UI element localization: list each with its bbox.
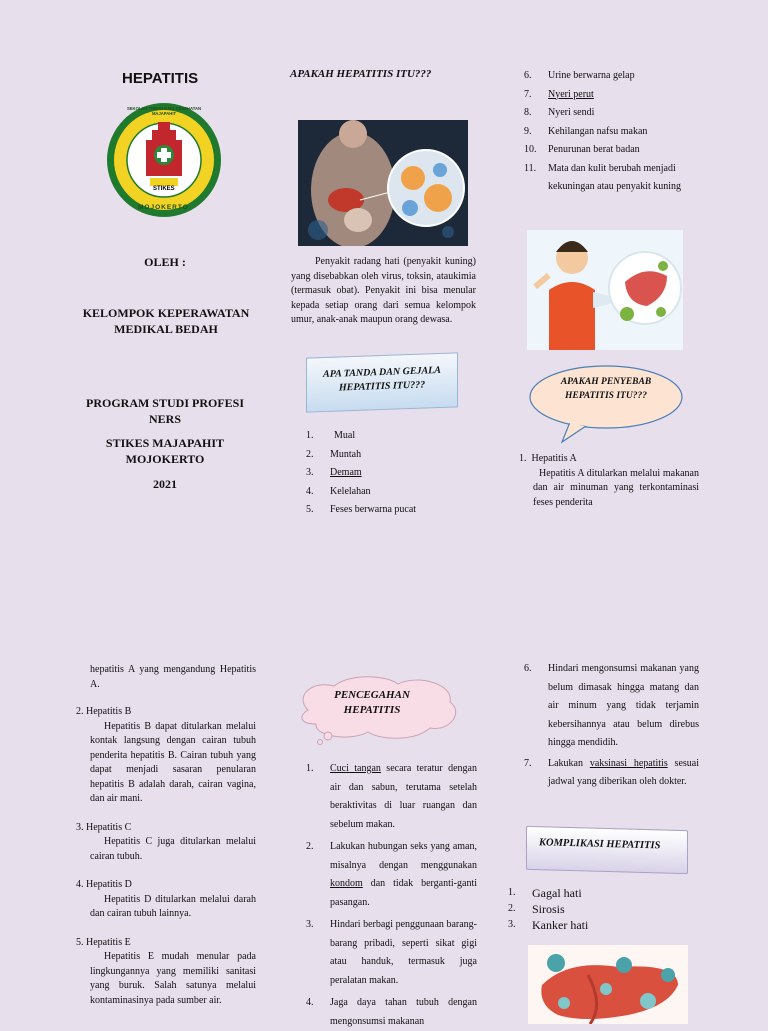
prevention-list-continued [524, 660, 699, 792]
cause-text: Hepatitis A ditularkan melalui makanan dan air minuman yang terkontaminasi feses penderita [533, 467, 699, 508]
list-item: 4. Kelelahan [306, 485, 371, 497]
cause-item: 3. Hepatitis C Hepatitis C juga ditularkan melalui cairan tubuh. [76, 821, 256, 862]
prevention-banner-text: PENCEGAHAN HEPATITIS [334, 689, 410, 716]
list-item: 4. Jaga daya tahan tubuh dengan mengonsumsi makanan [306, 997, 477, 1027]
list-item: 1. Cuci tangan secara teratur dengan air dan sabun, terutama setelah beraktivitas di luar ruangan dan sebelum makan. [306, 763, 477, 830]
cause-item: 2. Hepatitis B Hepatitis B dapat ditularkan melalui kontak langsung dengan cairan tubuh penderita hepatitis B. Cairan tubuh yang dapat menjadi sasaran penularan hepatitis B adalah darah, cairan vagina, dan air mani. [76, 706, 256, 804]
complications-banner-text: KOMPLIKASI HEPATITIS [539, 837, 661, 852]
cause-callout [528, 364, 684, 444]
complications-banner [526, 826, 688, 874]
list-item: 3. Kanker hati [508, 918, 589, 932]
list-item: 5. Feses berwarna pucat [306, 504, 417, 515]
list-item: 11. Mata dan kulit berubah menjadi kekuningan atau penyakit kuning [524, 162, 682, 192]
program-name: PROGRAM STUDI PROFESI NERS [85, 396, 244, 426]
logo-bottom-text: MOJOKERTO [138, 204, 189, 211]
stikes-logo [106, 100, 222, 220]
list-item: 10. Penurunan berat badan [524, 144, 640, 155]
symptoms-list [306, 427, 456, 520]
definition-heading: APAKAH HEPATITIS ITU??? [290, 68, 432, 80]
list-item: 7. Lakukan vaksinasi hepatitis sesuai jadwal yang diberikan oleh dokter. [524, 757, 699, 787]
list-item: 6. Hindari mengonsumsi makanan yang belum dimasak hingga matang dan air minum yang tidak terjamin kebersihannya atau belum direbus hingga mendidih. [524, 663, 699, 748]
oleh-label: OLEH : [144, 255, 186, 269]
definition-text: Penyakit radang hati (penyakit kuning) yang disebabkan oleh virus, toksin, ataukimia (termasuk obat). Penyakit ini bisa menular kepada setiap orang dari semua kelompok umur, anak-anak maupun orang dewasa. [291, 256, 476, 325]
year: 2021 [153, 477, 177, 491]
list-item: 1. Mual [306, 430, 356, 441]
body-liver-illustration [298, 120, 468, 246]
prevention-list [306, 760, 477, 1031]
cause-item: 5. Hepatitis E Hepatitis E mudah menular pada lingkungannya yang memiliki sanitasi yang buruk. Salah satunya melalui kontaminasinya pada sumber air. [76, 936, 256, 1006]
list-item: 9. Kehilangan nafsu makan [524, 125, 648, 137]
cause-item: 4. Hepatitis D Hepatitis D ditularkan melalui darah dan cairan tubuh lainnya. [76, 879, 256, 919]
list-item: 8. Nyeri sendi [524, 107, 595, 118]
symptoms-list-continued [524, 67, 704, 197]
complications-list [508, 885, 688, 933]
group-name: KELOMPOK KEPERAWATAN MEDIKAL BEDAH [82, 306, 250, 336]
logo-ring-text: SEKOLAH TINGGI ILMU KESEHATAN MAJAPAHIT [126, 106, 202, 116]
list-item: 2. Lakukan hubungan seks yang aman, misalnya dengan menggunakan kondom dan tidak berganti-ganti pasangan. [306, 841, 477, 908]
list-item: 2. Muntah [306, 448, 362, 460]
cause-hepatitis-a [519, 452, 699, 510]
symptoms-banner [306, 352, 458, 412]
cause-callout-text: APAKAH PENYEBAB HEPATITIS ITU??? [560, 377, 652, 401]
hepatitis-a-continued: hepatitis A yang mengandung Hepatitis A. [90, 664, 256, 690]
list-item: 1. Gagal hati [508, 886, 582, 900]
symptoms-banner-text: APA TANDA DAN GEJALA HEPATITIS ITU??? [323, 364, 441, 394]
cause-title: 1. Hepatitis A [519, 453, 577, 464]
person-liver-illustration [527, 230, 683, 350]
list-item: 3. Demam [306, 467, 362, 478]
prevention-banner [294, 676, 462, 746]
list-item: 3. Hindari berbagi penggunaan barang-barang pribadi, seperti sikat gigi atau handuk, termasuk juga peralatan makan. [306, 919, 477, 986]
causes-list [76, 705, 256, 1008]
liver-virus-illustration [528, 945, 688, 1024]
brochure-title: HEPATITIS [122, 70, 199, 87]
list-item: 7. Nyeri perut [524, 88, 594, 100]
list-item: 2. Sirosis [508, 902, 565, 916]
institution-name: STIKES MAJAPAHIT MOJOKERTO [105, 436, 225, 466]
logo-center-text: STIKES [153, 186, 175, 192]
list-item: 6. Urine berwarna gelap [524, 70, 635, 81]
